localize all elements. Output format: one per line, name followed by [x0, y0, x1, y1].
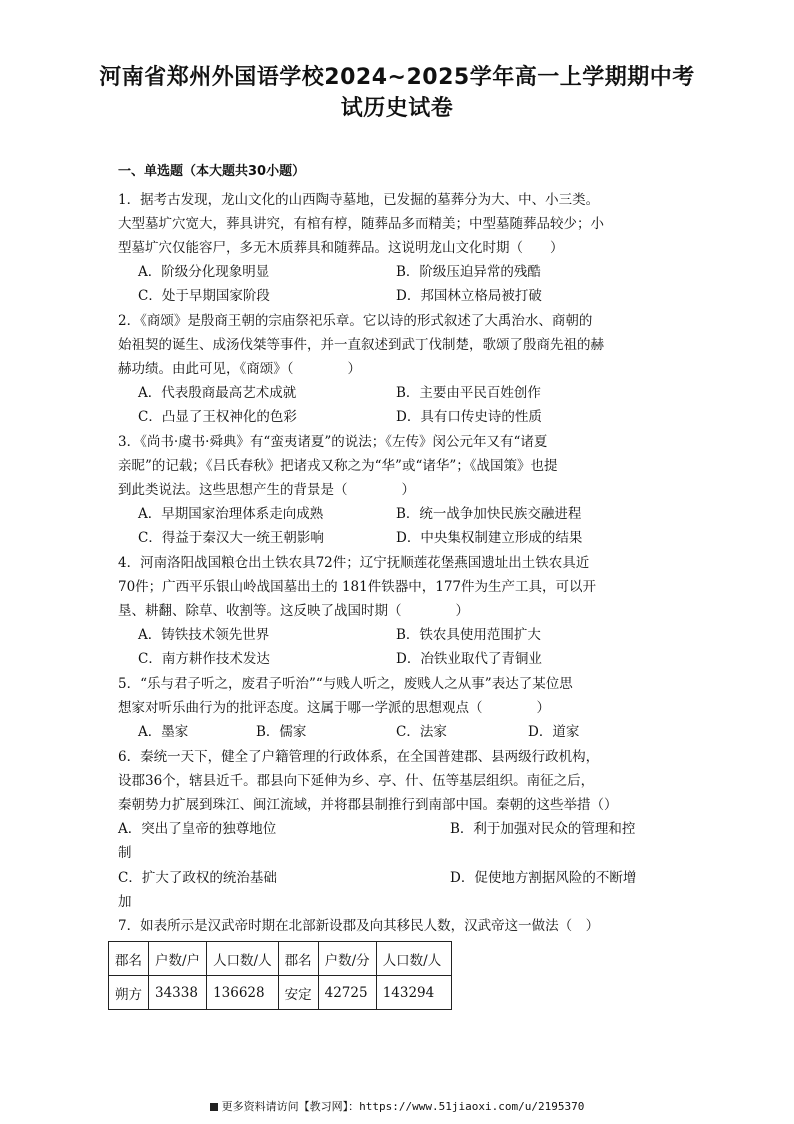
question-1-line: 型墓圹穴仅能容尸，多无木质葬具和随葬品。这说明龙山文化时期（ ）	[118, 240, 564, 256]
question-5-line: 5．“乐与君子听之，废君子听治”“与贱人听之，废贱人之从事”表达了某位思	[118, 676, 573, 692]
question-3-option-a: A．早期国家治理体系走向成熟	[138, 506, 324, 522]
population-table	[108, 941, 452, 1010]
question-6-line: 秦朝势力扩展到珠江、闽江流域，并将郡县制推行到南部中国。秦朝的这些举措（）	[118, 797, 618, 813]
table-header-cell: 人口数/人	[376, 942, 452, 976]
table-header-row	[109, 942, 452, 976]
question-2-option-a: A．代表殷商最高艺术成就	[138, 385, 297, 401]
table-row	[109, 976, 452, 1010]
question-3-option-b: B．统一战争加快民族交融进程	[396, 506, 582, 522]
question-3-line: 到此类说法。这些思想产生的背景是（ ）	[118, 482, 415, 498]
question-1-line: 大型墓圹穴宽大，葬具讲究，有棺有椁，随葬品多而精美；中型墓随葬品较少；小	[118, 216, 604, 232]
question-6-option-a: A．突出了皇帝的独尊地位	[118, 821, 277, 837]
question-5-option-a: A．墨家	[138, 724, 189, 740]
question-6-line: 设郡36个，辖县近千。郡县向下延伸为乡、亭、什、伍等基层组织。南征之后，	[118, 773, 595, 789]
question-1-option-d: D．邦国林立格局被打破	[396, 288, 542, 304]
question-6-option-b: B．利于加强对民众的管理和控	[450, 821, 636, 837]
question-2-option-c: C．凸显了王权神化的色彩	[138, 409, 297, 425]
table-cell: 143294	[376, 976, 452, 1010]
question-6-option-b-wrap: 制	[118, 845, 132, 861]
question-4-line: 垦、耕翻、除草、收割等。这反映了战国时期（ ）	[118, 603, 469, 619]
table-cell: 136628	[207, 976, 279, 1010]
question-3-option-d: D．中央集权制建立形成的结果	[396, 530, 583, 546]
question-3-line: 3．《尚书·虞书·舜典》有“蛮夷诸夏”的说法；《左传》闵公元年又有“诸夏	[118, 434, 548, 450]
table-cell: 朔方	[109, 976, 149, 1010]
question-1-option-c: C．处于早期国家阶段	[138, 288, 270, 304]
table-header-cell: 户数/分	[318, 942, 376, 976]
question-6-option-c: C．扩大了政权的统治基础	[118, 870, 277, 886]
question-2-option-b: B．主要由平民百姓创作	[396, 385, 541, 401]
footer-link[interactable]	[0, 1098, 794, 1114]
flag-icon	[210, 1103, 218, 1111]
question-3-line: 亲昵”的记载；《吕氏春秋》把诸戎又称之为“华”或“诸华”；《战国策》也提	[118, 458, 558, 474]
question-5-line: 想家对听乐曲行为的批评态度。这属于哪一学派的思想观点（ ）	[118, 700, 550, 716]
question-4-option-d: D．冶铁业取代了青铜业	[396, 651, 542, 667]
question-4-line: 70件；广西平乐银山岭战国墓出土的 181件铁器中，177件为生产工具，可以开	[118, 579, 597, 595]
question-6-line: 6．秦统一天下，健全了户籍管理的行政体系，在全国普建郡、县两级行政机构，	[118, 749, 600, 765]
section-heading: 一、单选题（本大题共30小题）	[118, 164, 306, 179]
question-6-option-d: D．促使地方割据风险的不断增	[450, 870, 637, 886]
table-cell: 34338	[149, 976, 207, 1010]
page-title-line2: 试历史试卷	[340, 96, 454, 121]
question-7-line: 7．如表所示是汉武帝时期在北部新设郡及向其移民人数，汉武帝这一做法（ ）	[118, 918, 600, 934]
question-1-line: 1．据考古发现，龙山文化的山西陶寺墓地，已发掘的墓葬分为大、中、小三类。	[118, 192, 600, 208]
question-2-line: 赫功绩。由此可见，《商颂》（ ）	[118, 361, 361, 377]
question-4-option-a: A．铸铁技术领先世界	[138, 627, 270, 643]
table-header-cell: 人口数/人	[207, 942, 279, 976]
question-1-option-a: A．阶级分化现象明显	[138, 264, 270, 280]
table-header-cell: 郡名	[109, 942, 149, 976]
question-6-option-d-wrap: 加	[118, 894, 132, 910]
question-3-option-c: C．得益于秦汉大一统王朝影响	[138, 530, 324, 546]
page-title-line1: 河南省郑州外国语学校2024~2025学年高一上学期期中考	[99, 65, 695, 90]
question-4-option-b: B．铁农具使用范围扩大	[396, 627, 541, 643]
table-cell: 安定	[278, 976, 318, 1010]
question-2-line: 始祖契的诞生、成汤伐桀等事件，并一直叙述到武丁伐制楚，歌颂了殷商先祖的赫	[118, 337, 604, 353]
question-1-option-b: B．阶级压迫异常的残酷	[396, 264, 541, 280]
table-cell: 42725	[318, 976, 376, 1010]
table-header-cell: 郡名	[278, 942, 318, 976]
question-5-option-b: B．儒家	[256, 724, 307, 740]
question-2-option-d: D．具有口传史诗的性质	[396, 409, 542, 425]
footer-text: 更多资料请访问【教习网】：https://www.51jiaoxi.com/u/2195370	[221, 1100, 585, 1113]
question-5-option-c: C．法家	[396, 724, 447, 740]
question-5-option-d: D．道家	[528, 724, 580, 740]
table-header-cell: 户数/户	[149, 942, 207, 976]
question-4-line: 4．河南洛阳战国粮仓出土铁农具72件；辽宁抚顺莲花堡燕国遗址出土铁农具近	[118, 555, 590, 571]
question-2-line: 2．《商颂》是殷商王朝的宗庙祭祀乐章。它以诗的形式叙述了大禹治水、商朝的	[118, 313, 593, 329]
question-4-option-c: C．南方耕作技术发达	[138, 651, 270, 667]
